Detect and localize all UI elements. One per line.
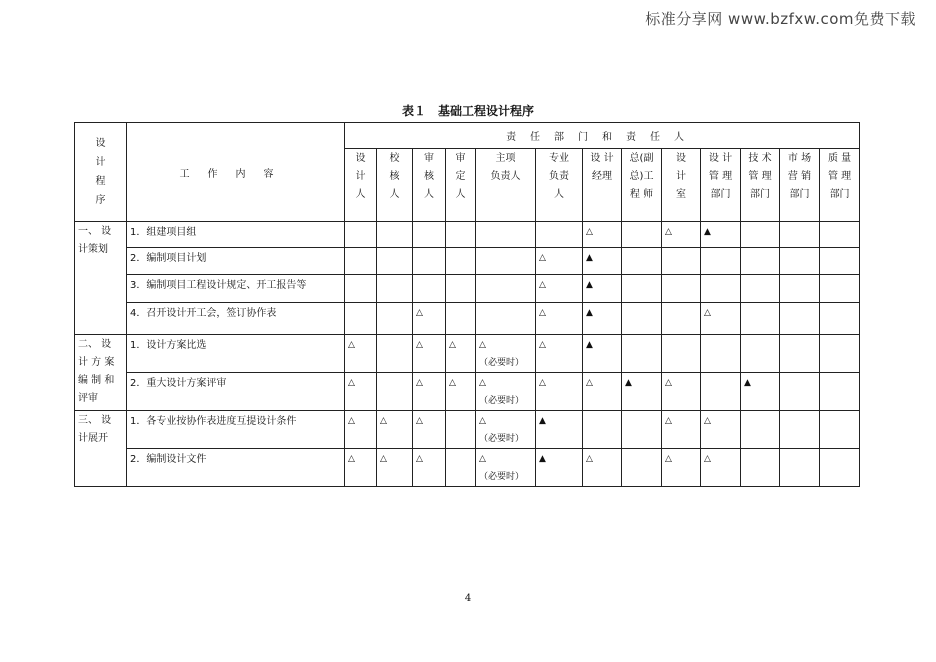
responsibility-mark — [741, 275, 780, 303]
responsibility-mark: △ — [446, 373, 476, 411]
table-row — [75, 449, 860, 487]
table-row — [75, 335, 860, 373]
phase-label: 一、 设 计策划 — [75, 222, 127, 335]
task-text: 1．各专业按协作表进度互提设计条件 — [127, 411, 345, 449]
note-required: （必要时） — [479, 396, 525, 406]
responsibility-mark: △ — [413, 411, 446, 449]
responsibility-mark — [446, 222, 476, 248]
responsibility-mark — [701, 373, 741, 411]
table-row — [75, 303, 860, 335]
responsibility-mark — [701, 335, 741, 373]
responsibility-mark — [622, 411, 662, 449]
col-tech-mgmt-dept: 技 术 管 理 部门 — [741, 149, 780, 222]
responsibility-mark: △ — [701, 303, 741, 335]
responsibility-mark — [662, 335, 701, 373]
col-marketing-dept: 市 场 营 销 部门 — [780, 149, 820, 222]
responsibility-mark: △ — [413, 335, 446, 373]
col-design-manager: 设 计 经理 — [583, 149, 622, 222]
responsibility-mark: △ — [413, 373, 446, 411]
responsibility-mark — [583, 411, 622, 449]
responsibility-mark — [377, 335, 413, 373]
responsibility-mark: △ （必要时） — [476, 449, 536, 487]
responsibility-mark: △ — [536, 275, 583, 303]
responsibility-mark — [701, 275, 741, 303]
responsibility-mark — [446, 248, 476, 275]
responsibility-mark — [345, 303, 377, 335]
col-checker: 校 核 人 — [377, 149, 413, 222]
table-title: 表１ 基础工程设计程序 — [401, 104, 534, 118]
responsibility-mark — [662, 248, 701, 275]
responsibility-mark — [820, 373, 860, 411]
note-required: （必要时） — [479, 434, 525, 444]
col-discipline-lead: 专业 负责 人 — [536, 149, 583, 222]
watermark-text: 标准分享网 www.bzfxw.com免费下载 — [645, 10, 916, 28]
responsibility-mark: △ — [662, 411, 701, 449]
responsibility-mark — [820, 411, 860, 449]
col-approver: 审 定 人 — [446, 149, 476, 222]
responsibility-mark: △ — [536, 373, 583, 411]
stage-header: 设 计 程 序 — [75, 123, 127, 222]
task-text: 2．编制设计文件 — [127, 449, 345, 487]
responsibility-mark: △ — [345, 449, 377, 487]
col-design-office: 设 计 室 — [662, 149, 701, 222]
responsibility-mark: △ — [536, 248, 583, 275]
responsibility-mark — [446, 449, 476, 487]
responsibility-mark: ▲ — [741, 373, 780, 411]
table-row — [75, 275, 860, 303]
task-text: 1．组建项目组 — [127, 222, 345, 248]
col-designer: 设 计 人 — [345, 149, 377, 222]
table-row — [75, 411, 860, 449]
responsibility-mark — [622, 335, 662, 373]
responsibility-mark: ▲ — [701, 222, 741, 248]
responsibility-mark — [780, 303, 820, 335]
responsibility-mark — [377, 248, 413, 275]
responsibility-mark: △ — [662, 373, 701, 411]
responsibility-mark: △ （必要时） — [476, 411, 536, 449]
responsibility-mark — [413, 275, 446, 303]
responsibility-mark — [377, 303, 413, 335]
col-chief-engineer: 总(副 总)工 程 师 — [622, 149, 662, 222]
responsibility-mark: ▲ — [583, 303, 622, 335]
responsibility-mark — [780, 335, 820, 373]
responsibility-mark — [820, 275, 860, 303]
note-required: （必要时） — [479, 358, 525, 368]
responsibility-mark — [780, 275, 820, 303]
col-project-lead: 主项 负责人 — [476, 149, 536, 222]
responsibility-mark — [741, 449, 780, 487]
page-number: 4 — [464, 593, 472, 604]
responsibility-mark — [820, 335, 860, 373]
task-text: 4．召开设计开工会，签订协作表 — [127, 303, 345, 335]
responsibility-mark — [662, 275, 701, 303]
table-row — [75, 373, 860, 411]
responsibility-mark — [622, 275, 662, 303]
responsibility-mark — [780, 248, 820, 275]
col-reviewer: 审 核 人 — [413, 149, 446, 222]
responsibility-mark: △ （必要时） — [476, 335, 536, 373]
responsibility-mark — [780, 411, 820, 449]
responsibility-mark — [476, 248, 536, 275]
phase-label: 三、 设 计展开 — [75, 411, 127, 487]
note-required: （必要时） — [479, 472, 525, 482]
responsibility-mark — [780, 373, 820, 411]
responsibility-mark: △ — [345, 373, 377, 411]
work-content-header: 工作内容 — [127, 123, 345, 222]
table-row — [75, 222, 860, 248]
responsibility-mark: △ — [583, 449, 622, 487]
responsibility-mark — [345, 248, 377, 275]
task-text: 3．编制项目工程设计规定、开工报告等 — [127, 275, 345, 303]
responsibility-mark — [820, 303, 860, 335]
responsibility-mark — [476, 275, 536, 303]
responsibility-mark — [377, 222, 413, 248]
responsibility-mark — [780, 222, 820, 248]
responsibility-mark: △ — [583, 222, 622, 248]
design-procedure-table — [74, 122, 860, 487]
responsibility-mark — [820, 222, 860, 248]
responsibility-group-header: 责任部门和责任人 — [345, 123, 860, 149]
responsibility-mark: △ — [701, 411, 741, 449]
responsibility-mark: ▲ — [583, 335, 622, 373]
responsibility-mark: △ — [536, 303, 583, 335]
responsibility-mark: △ — [413, 449, 446, 487]
responsibility-mark — [741, 303, 780, 335]
responsibility-mark — [662, 303, 701, 335]
responsibility-mark — [741, 222, 780, 248]
responsibility-mark: △ （必要时） — [476, 373, 536, 411]
col-design-mgmt-dept: 设 计 管 理 部门 — [701, 149, 741, 222]
responsibility-mark: ▲ — [536, 411, 583, 449]
responsibility-mark: △ — [446, 335, 476, 373]
responsibility-mark — [345, 275, 377, 303]
responsibility-mark: △ — [345, 335, 377, 373]
responsibility-mark — [622, 449, 662, 487]
responsibility-mark — [622, 222, 662, 248]
responsibility-mark: △ — [662, 222, 701, 248]
responsibility-mark — [741, 411, 780, 449]
responsibility-mark — [345, 222, 377, 248]
responsibility-mark — [377, 275, 413, 303]
table-row — [75, 248, 860, 275]
responsibility-mark — [741, 335, 780, 373]
responsibility-mark — [446, 275, 476, 303]
responsibility-mark — [622, 248, 662, 275]
responsibility-mark: ▲ — [583, 248, 622, 275]
responsibility-mark: △ — [701, 449, 741, 487]
task-text: 2．编制项目计划 — [127, 248, 345, 275]
responsibility-mark — [741, 248, 780, 275]
phase-label: 二、 设 计 方 案 编 制 和 评审 — [75, 335, 127, 411]
responsibility-mark — [377, 373, 413, 411]
responsibility-mark: △ — [536, 335, 583, 373]
responsibility-mark: ▲ — [622, 373, 662, 411]
responsibility-mark: △ — [662, 449, 701, 487]
responsibility-mark — [536, 222, 583, 248]
responsibility-mark — [446, 303, 476, 335]
responsibility-mark: △ — [413, 303, 446, 335]
responsibility-mark — [413, 248, 446, 275]
responsibility-mark — [622, 303, 662, 335]
responsibility-mark — [820, 449, 860, 487]
responsibility-mark: △ — [583, 373, 622, 411]
responsibility-mark: △ — [345, 411, 377, 449]
responsibility-mark — [476, 222, 536, 248]
responsibility-mark: △ — [377, 411, 413, 449]
responsibility-mark: △ — [377, 449, 413, 487]
responsibility-mark: ▲ — [583, 275, 622, 303]
task-text: 1．设计方案比选 — [127, 335, 345, 373]
responsibility-mark — [780, 449, 820, 487]
responsibility-mark — [701, 248, 741, 275]
col-quality-mgmt-dept: 质 量 管 理 部门 — [820, 149, 860, 222]
responsibility-mark — [476, 303, 536, 335]
responsibility-mark: ▲ — [536, 449, 583, 487]
responsibility-mark — [413, 222, 446, 248]
task-text: 2．重大设计方案评审 — [127, 373, 345, 411]
responsibility-mark — [446, 411, 476, 449]
responsibility-mark — [820, 248, 860, 275]
